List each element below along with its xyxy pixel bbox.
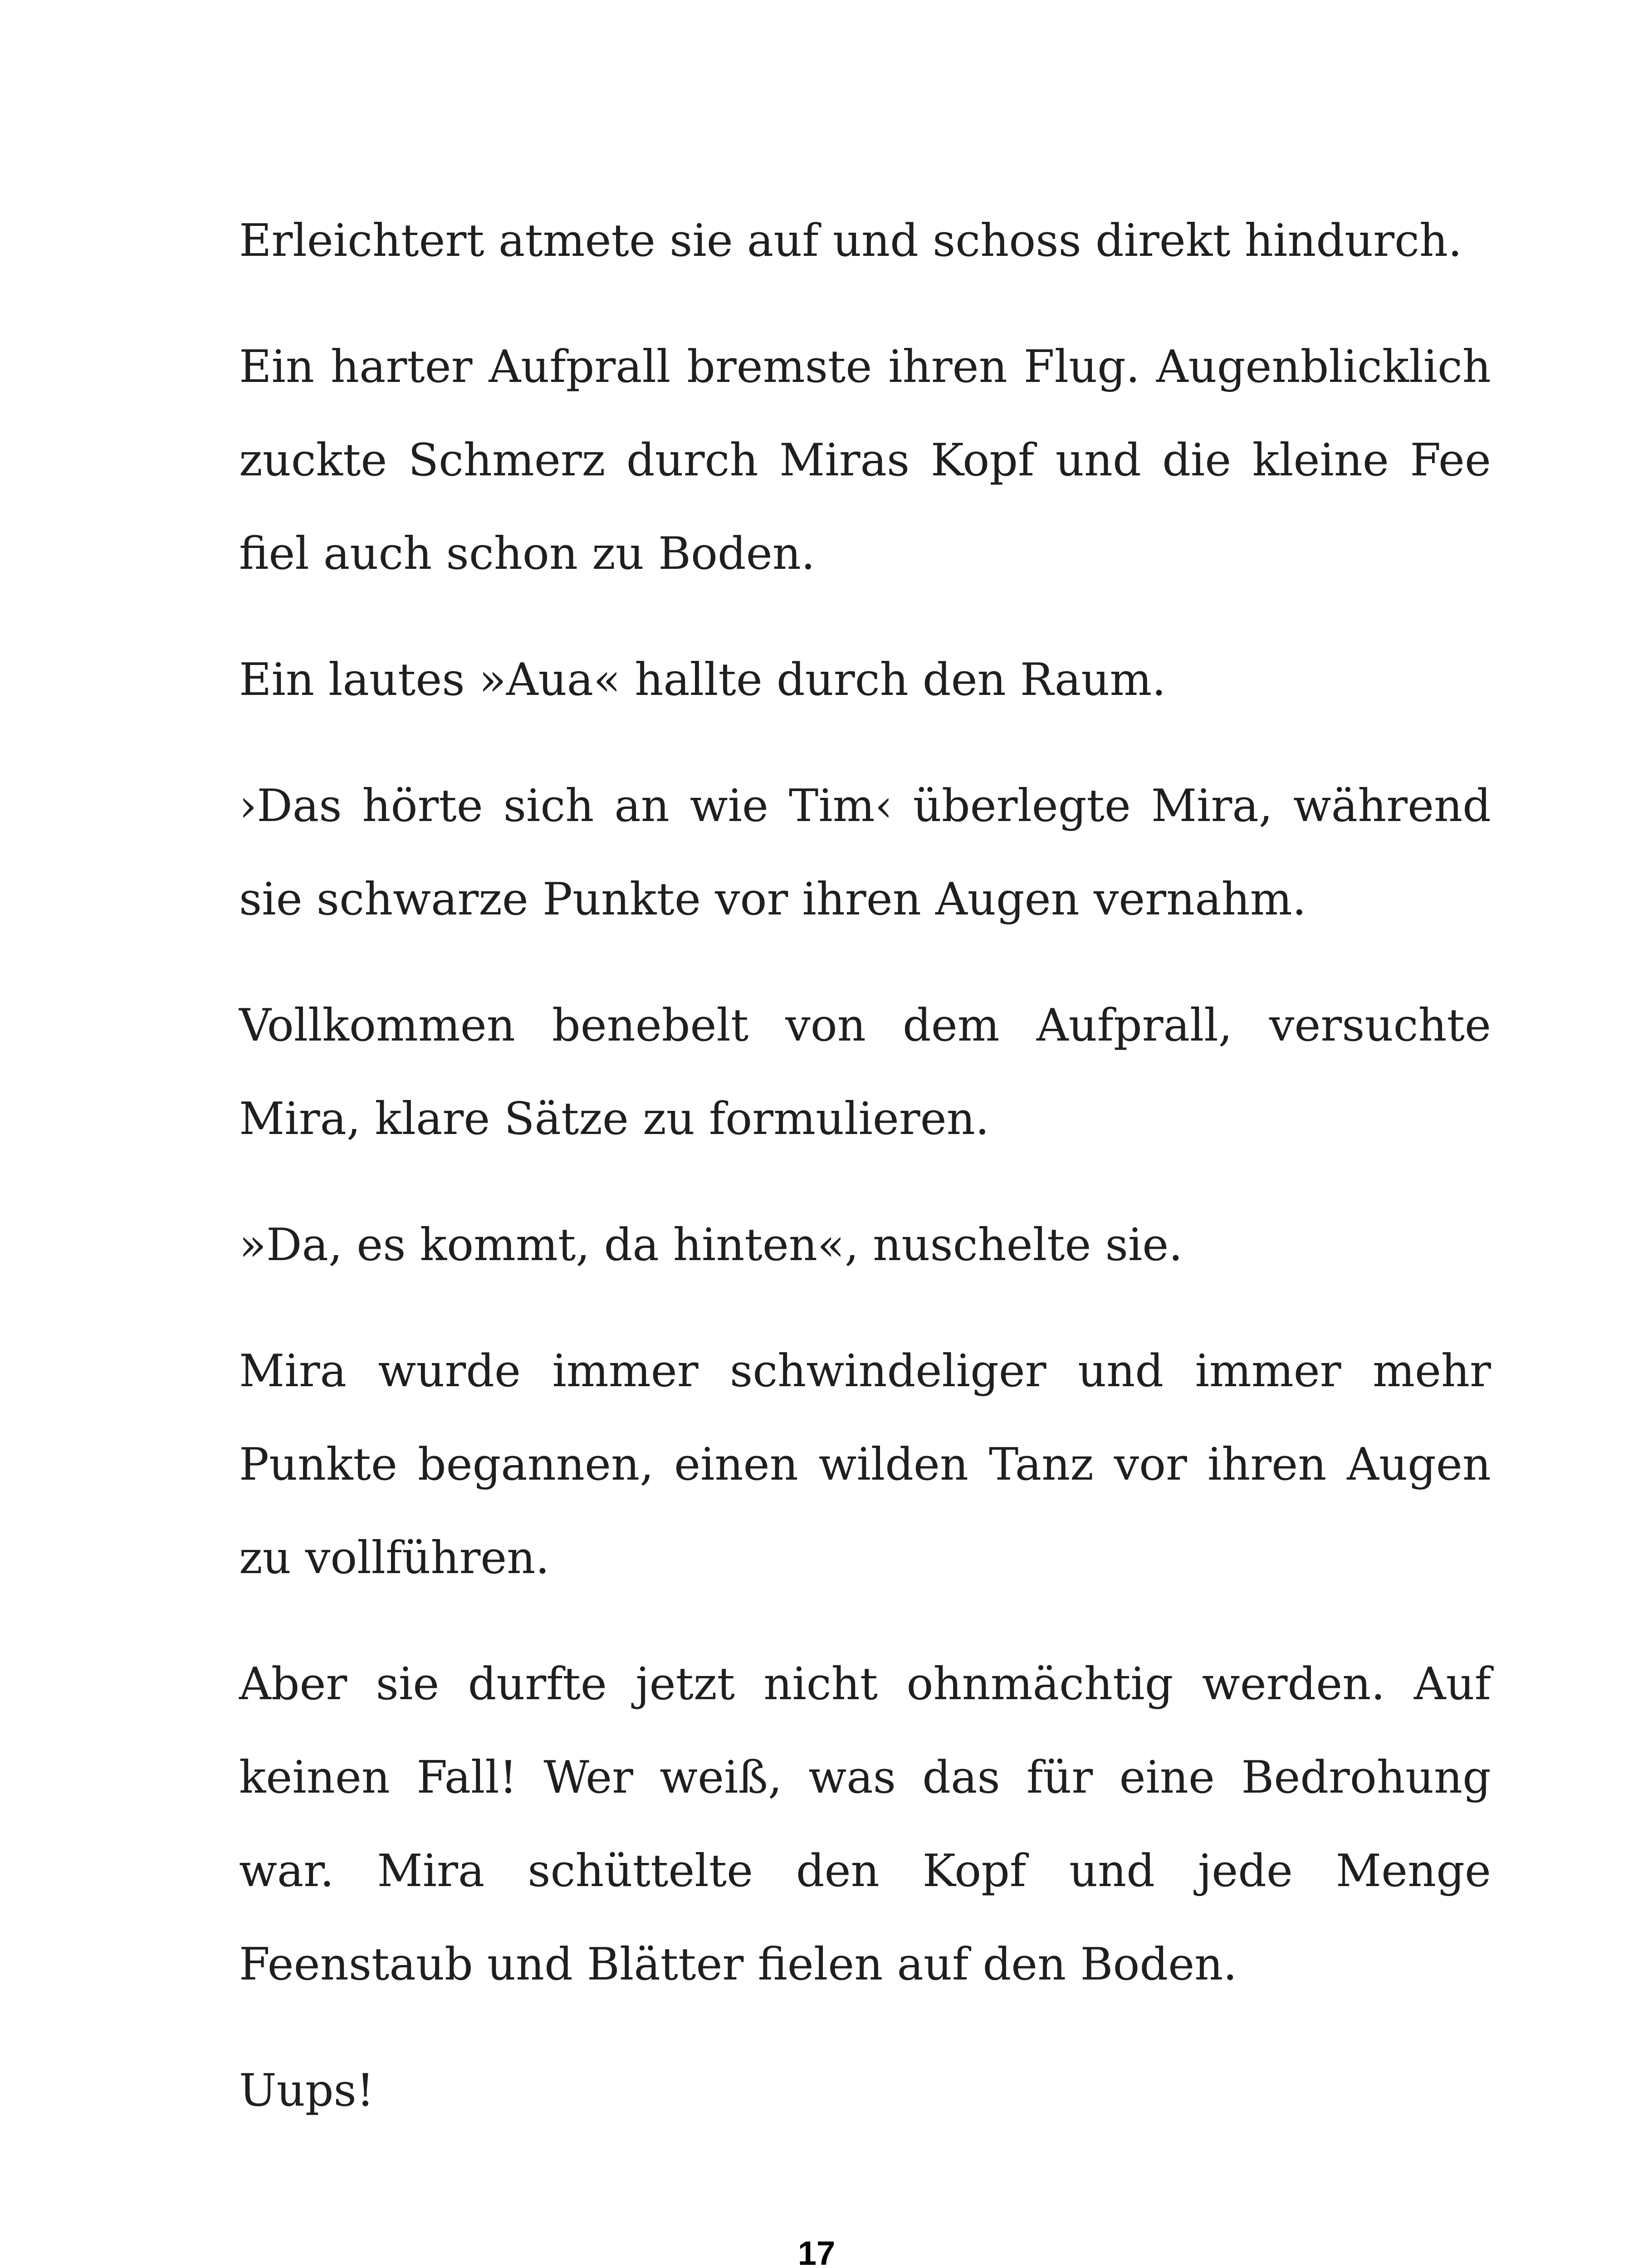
paragraph: ›Das hörte sich an wie Tim‹ überlegte Mira, während sie schwarze Punkte vor ihren Augen vernahm.: [239, 780, 1491, 925]
paragraph: Uups!: [239, 2065, 375, 2116]
paragraph: Erleichtert atmete sie auf und schoss direkt hindurch.: [239, 215, 1462, 267]
paragraph: Mira wurde immer schwindeliger und immer mehr Punkte begannen, einen wilden Tanz vor ihren Augen zu vollführen.: [239, 1345, 1491, 1584]
body-text: [239, 194, 1491, 2170]
paragraph: Vollkommen benebelt von dem Aufprall, versuchte Mira, klare Sätze zu formulieren.: [239, 1000, 1491, 1145]
page-number: 17: [797, 2234, 836, 2268]
paragraph: Ein harter Aufprall bremste ihren Flug. Augenblicklich zuckte Schmerz durch Miras Kopf und die kleine Fee fiel auch schon zu Boden.: [239, 341, 1491, 580]
paragraph: Aber sie durfte jetzt nicht ohnmächtig werden. Auf keinen Fall! Wer weiß, was das für eine Bedrohung war. Mira schüttelte den Kopf und jede Menge Feenstaub und Blätter fielen auf den Boden.: [239, 1658, 1491, 1990]
paragraph: Ein lautes »Aua« hallte durch den Raum.: [239, 654, 1166, 706]
paragraph: »Da, es kommt, da hinten«, nuschelte sie.: [239, 1219, 1183, 1271]
